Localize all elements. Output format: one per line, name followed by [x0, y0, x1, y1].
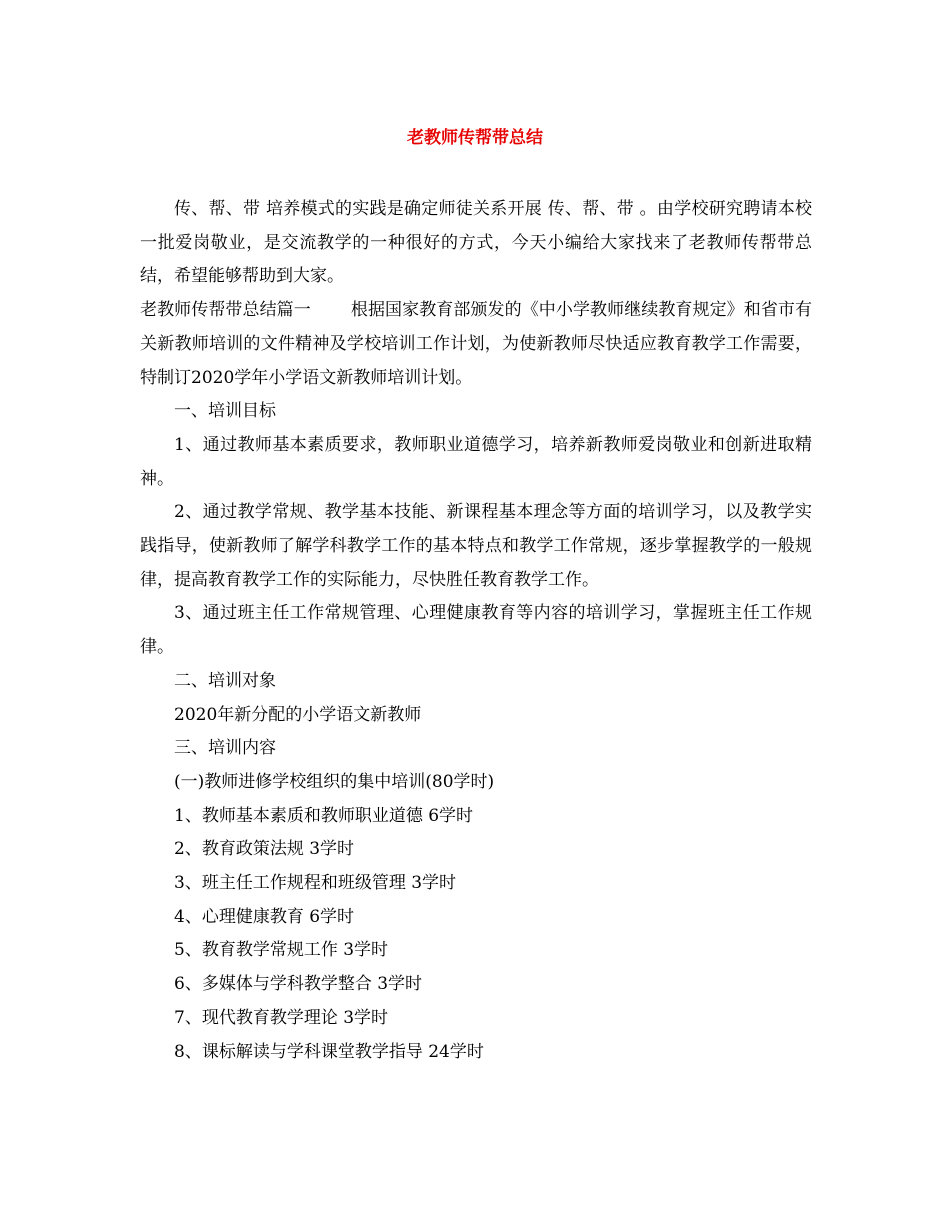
section-label: 老教师传帮带总结篇一	[140, 300, 311, 321]
list-item: 5、教育教学常规工作 3学时	[174, 940, 389, 961]
list-item: 2、教育政策法规 3学时	[174, 839, 355, 860]
content-sub-heading: (一)教师进修学校组织的集中培训(80学时)	[174, 771, 495, 792]
goal-item-2: 2、通过教学常规、教学基本技能、新课程基本理念等方面的培训学习，以及教学实践指导，使新教师了解学科教学工作的基本特点和教学工作常规，逐步掌握教学的一般规律，提高教育教学工作的实际能力，尽快胜任教育教学工作。	[140, 502, 812, 590]
intro-paragraph: 传、帮、带 培养模式的实践是确定师徒关系开展 传、帮、带 。由学校研究聘请本校一批爱岗敬业，是交流教学的一种很好的方式，今天小编给大家找来了老教师传帮带总结，希望能够帮助到大家。	[140, 199, 812, 287]
list-item: 1、教师基本素质和教师职业道德 6学时	[174, 805, 474, 826]
list-item: 7、现代教育教学理论 3学时	[174, 1007, 389, 1028]
heading-goals: 一、培训目标	[174, 401, 276, 422]
list-item: 4、心理健康教育 6学时	[174, 906, 355, 927]
section-paragraph	[140, 294, 812, 395]
document-title: 老教师传帮带总结	[407, 128, 543, 148]
list-item: 3、班主任工作规程和班级管理 3学时	[174, 873, 457, 894]
heading-content: 三、培训内容	[174, 738, 276, 759]
section-body: 根据国家教育部颁发的《中小学教师继续教育规定》和省市有关新教师培训的文件精神及学校培训工作计划，为使新教师尽快适应教育教学工作需要，特制订2020学年小学语文新教师培训计划。	[140, 300, 813, 388]
goal-item-3: 3、通过班主任工作常规管理、心理健康教育等内容的培训学习，掌握班主任工作规律。	[140, 603, 812, 658]
list-item: 8、课标解读与学科课堂教学指导 24学时	[174, 1041, 484, 1062]
list-item: 6、多媒体与学科教学整合 3学时	[174, 974, 423, 995]
target-text: 2020年新分配的小学语文新教师	[174, 704, 422, 725]
document-body	[140, 193, 812, 1069]
goal-item-1: 1、通过教师基本素质要求，教师职业道德学习，培养新教师爱岗敬业和创新进取精神。	[140, 434, 812, 489]
heading-target: 二、培训对象	[174, 670, 276, 691]
